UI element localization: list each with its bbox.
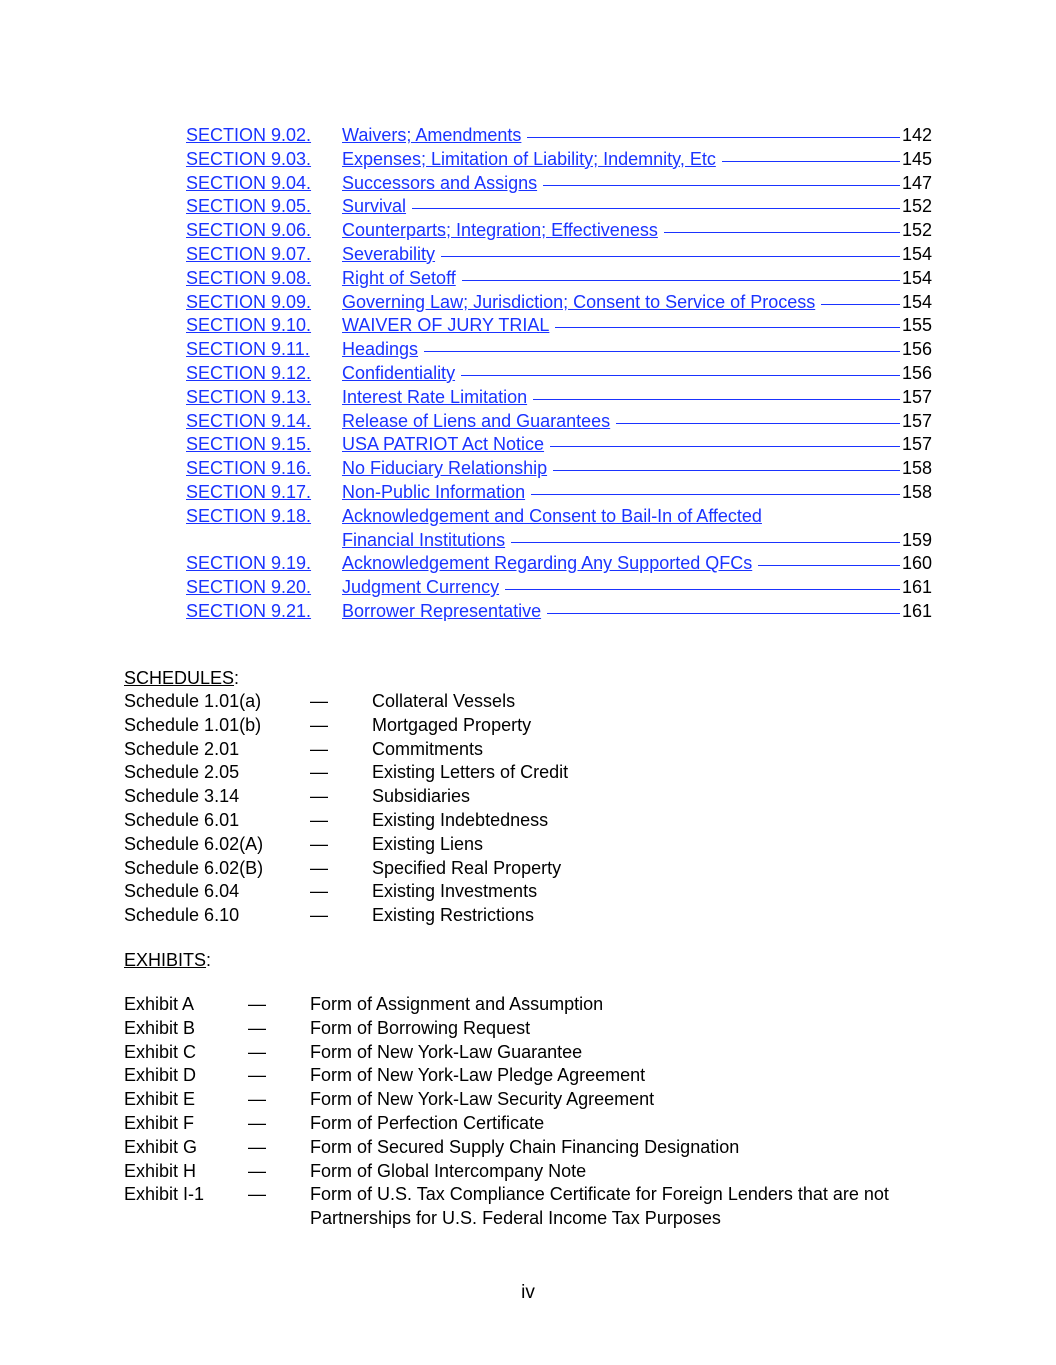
toc-entry bbox=[186, 600, 932, 624]
dash: — bbox=[248, 1041, 266, 1062]
toc-title-line bbox=[342, 124, 900, 148]
page-ref: 160 bbox=[901, 553, 932, 574]
exhibits-heading: EXHIBITS: bbox=[124, 950, 212, 970]
schedule-description: Existing Liens bbox=[372, 833, 484, 854]
exhibit-description: Form of Secured Supply Chain Financing Designation bbox=[310, 1136, 740, 1157]
exhibit-item bbox=[124, 1041, 944, 1065]
schedule-description: Collateral Vessels bbox=[372, 691, 516, 711]
section-title-link[interactable]: Counterparts; Integration; Effectiveness bbox=[342, 220, 658, 241]
dot-leader bbox=[821, 304, 900, 305]
toc-entry bbox=[186, 386, 932, 410]
section-title-link[interactable]: Financial Institutions bbox=[342, 529, 506, 550]
toc-entry bbox=[186, 291, 932, 315]
page-ref: 142 bbox=[901, 125, 932, 145]
schedule-id: Schedule 6.01 bbox=[124, 809, 240, 830]
dot-leader bbox=[462, 280, 900, 281]
schedule-id: Schedule 1.01(a) bbox=[124, 691, 262, 711]
dash: — bbox=[310, 857, 328, 878]
dot-leader bbox=[664, 232, 900, 233]
dot-leader bbox=[555, 327, 900, 328]
dash: — bbox=[248, 1065, 266, 1086]
toc-title-line bbox=[342, 172, 900, 196]
toc-title-line bbox=[342, 505, 900, 529]
section-title-link[interactable]: Severability bbox=[342, 243, 436, 264]
section-title-link[interactable]: USA PATRIOT Act Notice bbox=[342, 434, 545, 455]
schedules-heading: SCHEDULES: bbox=[124, 668, 240, 688]
exhibit-id: Exhibit G bbox=[124, 1136, 198, 1157]
exhibit-item bbox=[124, 1088, 944, 1112]
dash: — bbox=[248, 1112, 266, 1133]
schedule-id: Schedule 6.02(A) bbox=[124, 833, 264, 854]
exhibit-item bbox=[124, 1160, 944, 1184]
table-of-contents bbox=[186, 124, 932, 624]
page-ref: 157 bbox=[901, 434, 932, 455]
exhibit-description: Form of Perfection Certificate bbox=[310, 1112, 545, 1133]
schedule-description: Mortgaged Property bbox=[372, 714, 532, 735]
schedules-list bbox=[124, 690, 824, 928]
toc-title-line bbox=[342, 219, 900, 243]
section-title-link[interactable]: Expenses; Limitation of Liability; Indemnity, Etc bbox=[342, 148, 716, 169]
dash: — bbox=[310, 738, 328, 759]
exhibit-id: Exhibit I-1 bbox=[124, 1184, 205, 1205]
schedule-item bbox=[124, 690, 824, 714]
schedule-item bbox=[124, 833, 824, 857]
schedule-id: Schedule 2.01 bbox=[124, 738, 240, 759]
toc-title-line bbox=[342, 600, 900, 624]
toc-title-line bbox=[342, 195, 900, 219]
exhibit-id: Exhibit C bbox=[124, 1041, 197, 1062]
page-ref: 158 bbox=[901, 458, 932, 479]
schedule-description: Existing Investments bbox=[372, 881, 538, 902]
schedule-id: Schedule 1.01(b) bbox=[124, 714, 262, 735]
toc-title-line bbox=[342, 576, 900, 600]
page-ref: 145 bbox=[901, 148, 932, 169]
schedule-description: Commitments bbox=[372, 738, 484, 759]
section-title-link[interactable]: Non-Public Information bbox=[342, 481, 526, 502]
dash: — bbox=[248, 1017, 266, 1038]
toc-entry bbox=[186, 433, 932, 457]
toc-title bbox=[342, 386, 900, 410]
exhibit-item bbox=[124, 1064, 944, 1088]
toc-title bbox=[342, 362, 900, 386]
toc-title bbox=[342, 172, 900, 196]
toc-title bbox=[342, 433, 900, 457]
section-title-link[interactable]: WAIVER OF JURY TRIAL bbox=[342, 315, 550, 336]
schedule-item bbox=[124, 714, 824, 738]
schedule-id: Schedule 6.10 bbox=[124, 905, 240, 926]
toc-entry bbox=[186, 457, 932, 481]
exhibit-item bbox=[124, 1112, 944, 1136]
exhibit-description: Form of New York-Law Pledge Agreement bbox=[310, 1065, 646, 1086]
dash: — bbox=[310, 762, 328, 783]
section-link[interactable]: SECTION 9.04. bbox=[186, 172, 312, 193]
page-ref: 156 bbox=[901, 339, 932, 360]
section-title-link[interactable]: Governing Law; Jurisdiction; Consent to Service of Process bbox=[342, 291, 816, 312]
toc-title-line bbox=[342, 148, 900, 172]
schedule-id: Schedule 6.02(B) bbox=[124, 857, 264, 878]
toc-title bbox=[342, 124, 900, 148]
section-link[interactable]: SECTION 9.11. bbox=[186, 339, 310, 360]
toc-title-line bbox=[342, 386, 900, 410]
section-link[interactable]: SECTION 9.14. bbox=[186, 410, 312, 431]
dot-leader bbox=[547, 613, 900, 614]
toc-title-line bbox=[342, 529, 900, 553]
section-title-link[interactable]: Survival bbox=[342, 196, 407, 217]
toc-title-line bbox=[342, 314, 900, 338]
toc-entry bbox=[186, 362, 932, 386]
section-link[interactable]: SECTION 9.16. bbox=[186, 458, 312, 479]
section-link[interactable]: SECTION 9.18. bbox=[186, 505, 312, 526]
dash: — bbox=[248, 1089, 266, 1110]
dot-leader bbox=[527, 137, 900, 138]
schedule-item bbox=[124, 857, 824, 881]
toc-title bbox=[342, 576, 900, 600]
exhibit-description: Form of U.S. Tax Compliance Certificate for Foreign Lenders that are not Partnerships for U.S. Federal Income Tax Purposes bbox=[310, 1184, 889, 1229]
dot-leader bbox=[505, 589, 900, 590]
toc-title-line bbox=[342, 267, 900, 291]
page-ref: 155 bbox=[901, 315, 932, 336]
toc-title-line bbox=[342, 410, 900, 434]
exhibit-item bbox=[124, 1183, 944, 1231]
toc-title bbox=[342, 600, 900, 624]
schedule-item bbox=[124, 761, 824, 785]
page-number: iv bbox=[521, 1282, 535, 1303]
page-ref: 159 bbox=[901, 529, 932, 550]
schedule-item bbox=[124, 904, 824, 928]
exhibits-list bbox=[124, 993, 944, 1231]
toc-title bbox=[342, 148, 900, 172]
dot-leader bbox=[461, 375, 900, 376]
section-link[interactable]: SECTION 9.12. bbox=[186, 362, 312, 383]
dot-leader bbox=[616, 423, 900, 424]
toc-title bbox=[342, 410, 900, 434]
section-link[interactable]: SECTION 9.21. bbox=[186, 600, 312, 621]
section-title-link[interactable]: Interest Rate Limitation bbox=[342, 386, 528, 407]
exhibit-id: Exhibit B bbox=[124, 1017, 196, 1038]
toc-entry bbox=[186, 314, 932, 338]
exhibit-id: Exhibit D bbox=[124, 1065, 197, 1086]
section-title-link[interactable]: Confidentiality bbox=[342, 362, 456, 383]
dash: — bbox=[248, 1184, 266, 1205]
section-link[interactable]: SECTION 9.15. bbox=[186, 434, 312, 455]
section-title-link[interactable]: Waivers; Amendments bbox=[342, 125, 522, 145]
toc-entry bbox=[186, 505, 932, 553]
section-title-link[interactable]: Acknowledgement and Consent to Bail-In of Affected bbox=[342, 505, 762, 526]
exhibit-description: Form of Global Intercompany Note bbox=[310, 1160, 587, 1181]
schedule-description: Specified Real Property bbox=[372, 857, 562, 878]
toc-entry bbox=[186, 576, 932, 600]
dash: — bbox=[310, 714, 328, 735]
schedule-id: Schedule 3.14 bbox=[124, 786, 240, 807]
toc-entry bbox=[186, 148, 932, 172]
toc-title bbox=[342, 219, 900, 243]
dot-leader bbox=[758, 565, 900, 566]
toc-title bbox=[342, 457, 900, 481]
section-link[interactable]: SECTION 9.13. bbox=[186, 386, 312, 407]
dash: — bbox=[310, 809, 328, 830]
toc-entry bbox=[186, 267, 932, 291]
section-title-link[interactable]: Judgment Currency bbox=[342, 577, 500, 598]
schedule-description: Existing Restrictions bbox=[372, 905, 535, 926]
section-link[interactable]: SECTION 9.19. bbox=[186, 553, 312, 574]
toc-title bbox=[342, 243, 900, 267]
page-ref: 154 bbox=[901, 291, 932, 312]
toc-title-line bbox=[342, 243, 900, 267]
toc-title-line bbox=[342, 338, 900, 362]
dot-leader bbox=[441, 256, 900, 257]
toc-title bbox=[342, 314, 900, 338]
toc-entry bbox=[186, 124, 932, 148]
dash: — bbox=[310, 905, 328, 926]
section-title-link[interactable]: Headings bbox=[342, 339, 419, 360]
page-ref: 147 bbox=[901, 172, 932, 193]
toc-title-line bbox=[342, 481, 900, 505]
page-ref: 154 bbox=[901, 267, 932, 288]
page-ref: 154 bbox=[901, 243, 932, 264]
section-title-link[interactable]: Release of Liens and Guarantees bbox=[342, 410, 611, 431]
page-ref: 158 bbox=[901, 481, 932, 502]
section-link[interactable]: SECTION 9.03. bbox=[186, 148, 312, 169]
toc-title bbox=[342, 338, 900, 362]
toc-entry bbox=[186, 481, 932, 505]
page-ref: 161 bbox=[901, 600, 932, 621]
toc-entry bbox=[186, 219, 932, 243]
section-link[interactable]: SECTION 9.09. bbox=[186, 291, 312, 312]
toc-entry bbox=[186, 338, 932, 362]
schedule-id: Schedule 6.04 bbox=[124, 881, 240, 902]
toc-entry bbox=[186, 243, 932, 267]
schedule-item bbox=[124, 880, 824, 904]
toc-entry bbox=[186, 172, 932, 196]
toc-title bbox=[342, 291, 900, 315]
dot-leader bbox=[722, 161, 900, 162]
exhibit-id: Exhibit A bbox=[124, 994, 195, 1014]
section-link[interactable]: SECTION 9.08. bbox=[186, 267, 312, 288]
exhibit-id: Exhibit F bbox=[124, 1112, 195, 1133]
toc-entry bbox=[186, 552, 932, 576]
schedule-item bbox=[124, 785, 824, 809]
section-title-link[interactable]: Acknowledgement Regarding Any Supported QFCs bbox=[342, 553, 753, 574]
schedule-item bbox=[124, 809, 824, 833]
dot-leader bbox=[531, 494, 900, 495]
section-title-link[interactable]: Borrower Representative bbox=[342, 600, 542, 621]
schedule-description: Existing Indebtedness bbox=[372, 809, 549, 830]
dot-leader bbox=[533, 399, 900, 400]
page-ref: 152 bbox=[901, 196, 932, 217]
schedule-description: Existing Letters of Credit bbox=[372, 762, 569, 783]
dash: — bbox=[248, 1160, 266, 1181]
toc-title-line bbox=[342, 433, 900, 457]
exhibit-item bbox=[124, 1017, 944, 1041]
page-ref: 152 bbox=[901, 220, 932, 241]
toc-title-line bbox=[342, 552, 900, 576]
exhibit-description: Form of New York-Law Guarantee bbox=[310, 1041, 583, 1062]
toc-title-line bbox=[342, 457, 900, 481]
toc-entry bbox=[186, 410, 932, 434]
dash: — bbox=[248, 1136, 266, 1157]
section-link[interactable]: SECTION 9.20. bbox=[186, 577, 312, 598]
toc-title bbox=[342, 267, 900, 291]
section-link[interactable]: SECTION 9.07. bbox=[186, 243, 312, 264]
schedule-item bbox=[124, 738, 824, 762]
toc-title bbox=[342, 481, 900, 505]
dash: — bbox=[248, 994, 266, 1014]
dash: — bbox=[310, 691, 328, 711]
dot-leader bbox=[424, 351, 900, 352]
exhibit-description: Form of Borrowing Request bbox=[310, 1017, 531, 1038]
section-title-link[interactable]: Right of Setoff bbox=[342, 267, 456, 288]
section-title-link[interactable]: No Fiduciary Relationship bbox=[342, 458, 548, 479]
page-ref: 161 bbox=[901, 577, 932, 598]
toc-title-line bbox=[342, 362, 900, 386]
toc-entry bbox=[186, 195, 932, 219]
dash: — bbox=[310, 786, 328, 807]
dot-leader bbox=[550, 446, 900, 447]
dash: — bbox=[310, 881, 328, 902]
section-link[interactable]: SECTION 9.17. bbox=[186, 481, 312, 502]
exhibit-id: Exhibit H bbox=[124, 1160, 197, 1181]
exhibit-item bbox=[124, 1136, 944, 1160]
schedule-description: Subsidiaries bbox=[372, 786, 471, 807]
schedule-id: Schedule 2.05 bbox=[124, 762, 240, 783]
page-ref: 156 bbox=[901, 362, 932, 383]
dot-leader bbox=[543, 185, 900, 186]
dot-leader bbox=[511, 542, 900, 543]
exhibit-description: Form of New York-Law Security Agreement bbox=[310, 1089, 655, 1110]
dash: — bbox=[310, 833, 328, 854]
page-ref: 157 bbox=[901, 410, 932, 431]
toc-title bbox=[342, 195, 900, 219]
dot-leader bbox=[412, 208, 900, 209]
section-link[interactable]: SECTION 9.02. bbox=[186, 125, 312, 145]
toc-title bbox=[342, 505, 900, 553]
exhibit-item bbox=[124, 993, 944, 1017]
dot-leader bbox=[553, 470, 900, 471]
toc-title-line bbox=[342, 291, 900, 315]
toc-title bbox=[342, 552, 900, 576]
section-link[interactable]: SECTION 9.10. bbox=[186, 315, 312, 336]
exhibit-id: Exhibit E bbox=[124, 1089, 196, 1110]
section-link[interactable]: SECTION 9.06. bbox=[186, 220, 312, 241]
section-title-link[interactable]: Successors and Assigns bbox=[342, 172, 538, 193]
section-link[interactable]: SECTION 9.05. bbox=[186, 196, 312, 217]
page-ref: 157 bbox=[901, 386, 932, 407]
exhibit-description: Form of Assignment and Assumption bbox=[310, 994, 604, 1014]
